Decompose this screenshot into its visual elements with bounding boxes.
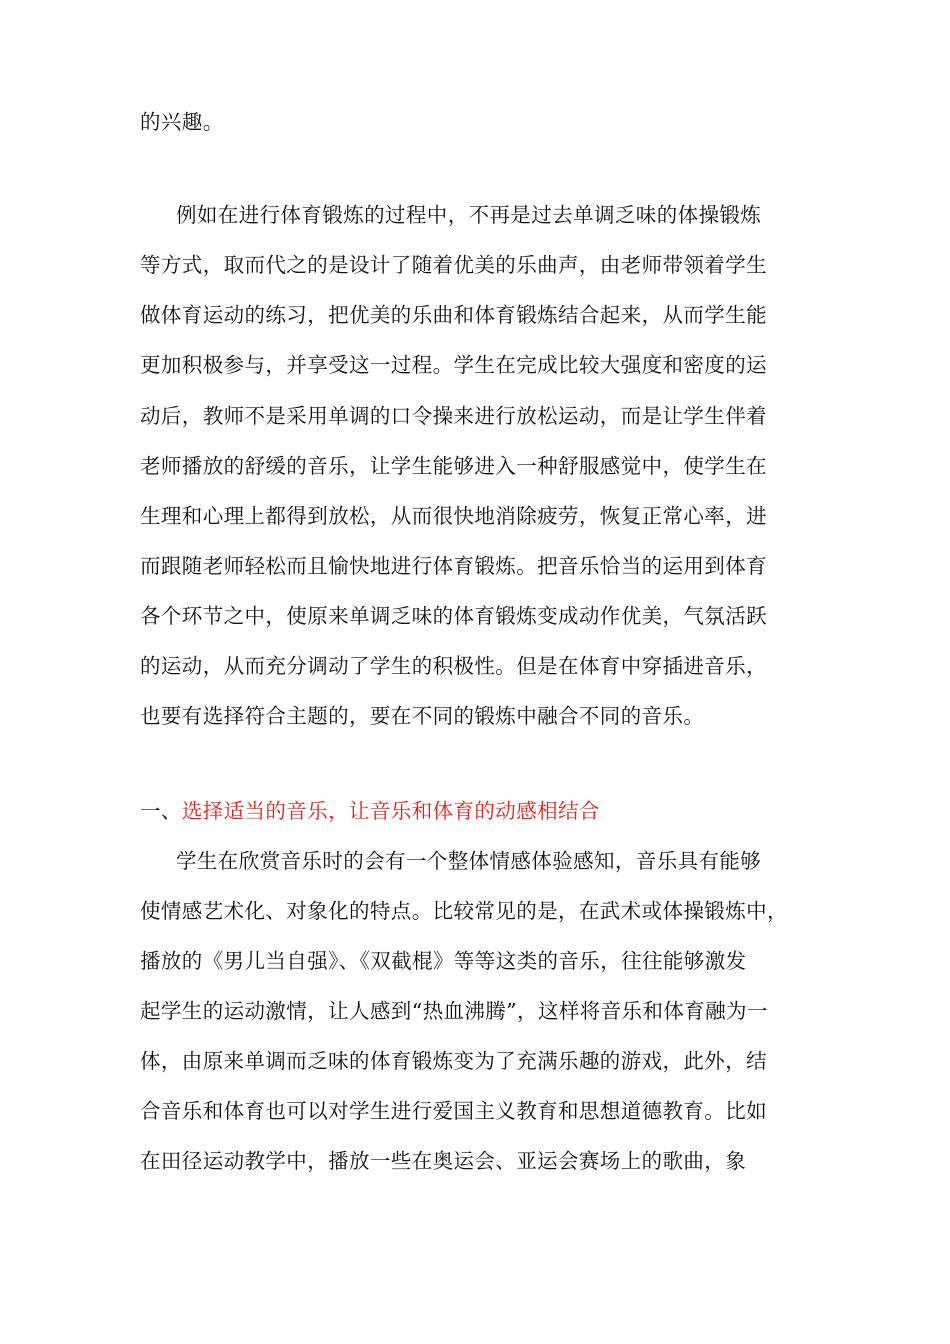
paragraph-line: 等方式，取而代之的是设计了随着优美的乐曲声，由老师带领着学生 xyxy=(140,253,767,277)
paragraph-line: 合音乐和体育也可以对学生进行爱国主义教育和思想道德教育。比如 xyxy=(140,1099,767,1123)
paragraph-line: 起学生的运动激情，让人感到“热血沸腾”，这样将音乐和体育融为一 xyxy=(140,999,768,1023)
paragraph-line: 播放的《男儿当自强》、《双截棍》等等这类的音乐，往往能够激发 xyxy=(140,949,747,973)
paragraph-line: 体，由原来单调而乏味的体育锻炼变为了充满乐趣的游戏，此外，结 xyxy=(140,1049,767,1073)
paragraph-line: 动后，教师不是采用单调的口令操来进行放松运动，而是让学生伴着 xyxy=(140,404,767,428)
paragraph-line: 的运动，从而充分调动了学生的积极性。但是在体育中穿插进音乐， xyxy=(140,654,767,678)
paragraph-line: 使情感艺术化、对象化的特点。比较常见的是，在武术或体操锻炼中， xyxy=(140,899,788,923)
paragraph-line: 在田径运动教学中，播放一些在奥运会、亚运会赛场上的歌曲，象 xyxy=(140,1149,747,1173)
paragraph-line: 老师播放的舒缓的音乐，让学生能够进入一种舒服感觉中，使学生在 xyxy=(140,454,767,478)
paragraph-line: 生理和心理上都得到放松，从而很快地消除疲劳，恢复正常心率，进 xyxy=(140,504,767,528)
paragraph-line: 的兴趣。 xyxy=(140,110,224,134)
paragraph-line: 学生在欣赏音乐时的会有一个整体情感体验感知，音乐具有能够 xyxy=(176,849,762,873)
paragraph-line: 做体育运动的练习，把优美的乐曲和体育锻炼结合起来，从而学生能 xyxy=(140,303,767,327)
paragraph-line: 也要有选择符合主题的，要在不同的锻炼中融合不同的音乐。 xyxy=(140,704,705,728)
section-heading xyxy=(140,796,820,826)
section-heading-text: 选择适当的音乐，让音乐和体育的动感相结合 xyxy=(181,799,600,823)
paragraph-line: 更加积极参与，并享受这一过程。学生在完成比较大强度和密度的运 xyxy=(140,353,767,377)
paragraph-line: 而跟随老师轻松而且愉快地进行体育锻炼。把音乐恰当的运用到体育 xyxy=(140,554,767,578)
paragraph-line: 各个环节之中，使原来单调乏味的体育锻炼变成动作优美，气氛活跃 xyxy=(140,604,767,628)
section-heading-number: 一、 xyxy=(140,799,182,823)
paragraph-line: 例如在进行体育锻炼的过程中，不再是过去单调乏味的体操锻炼 xyxy=(176,203,762,227)
